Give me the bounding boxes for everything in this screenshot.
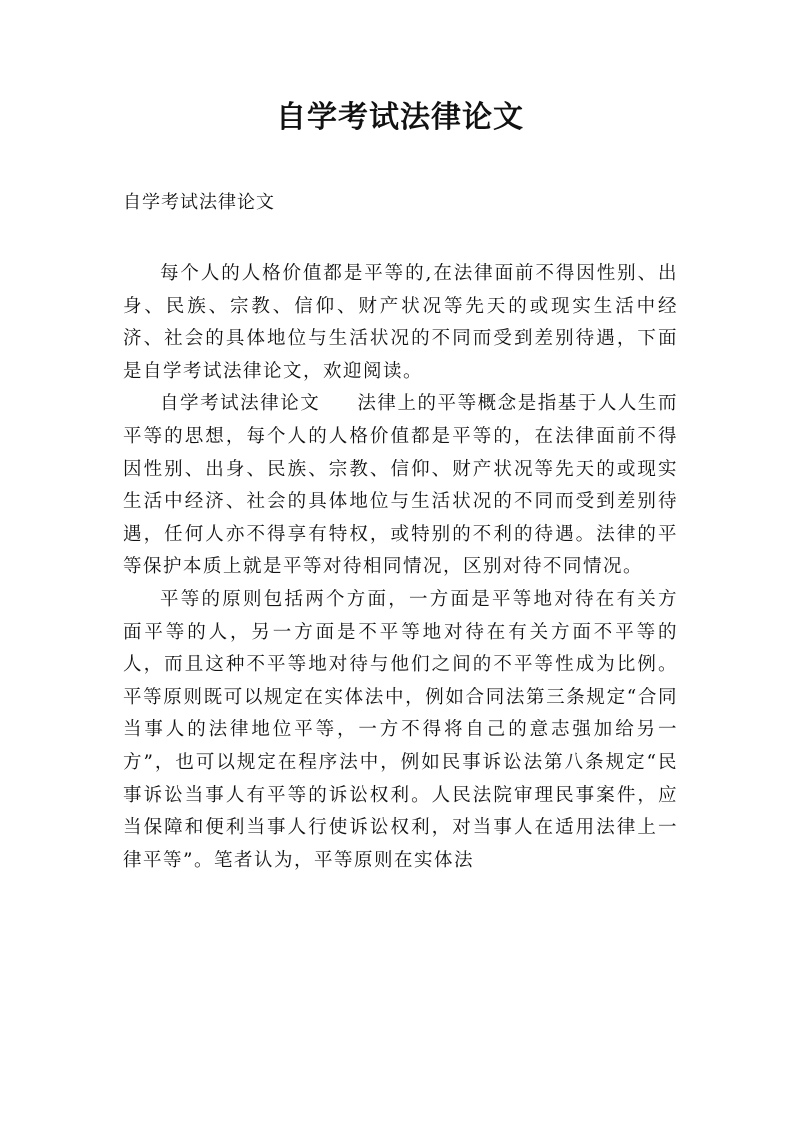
paragraph-equality-text: 法律上的平等概念是指基于人人生而平等的思想，每个人的人格价值都是平等的，在法律面前不得因性别、出身、民族、宗教、信仰、财产状况等先天的或现实生活中经济、社会的具体地位与生活状况的不同而受到差别待遇，任何人亦不得享有特权，或特别的不利的待遇。法律的平等保护本质上就是平等对待相同情况，区别对待不同情况。 [123, 393, 678, 578]
paragraph-intro: 每个人的人格价值都是平等的,在法律面前不得因性别、出身、民族、宗教、信仰、财产状况等先天的或现实生活中经济、社会的具体地位与生活状况的不同而受到差别待遇，下面是自学考试法律论文，欢迎阅读。 [123, 263, 678, 382]
document-subtitle: 自学考试法律论文 [123, 192, 275, 213]
document-body [123, 258, 678, 877]
paragraph-equality-principle: 平等的原则包括两个方面，一方面是平等地对待在有关方面平等的人，另一方面是不平等地对待在有关方面不平等的人，而且这种不平等地对待与他们之间的不平等性成为比例。平等原则既可以规定在实体法中，例如合同法第三条规定“合同当事人的法律地位平等，一方不得将自己的意志强加给另一方”，也可以规定在程序法中，例如民事诉讼法第八条规定“民事诉讼当事人有平等的诉讼权利。人民法院审理民事案件，应当保障和便利当事人行使诉讼权利，对当事人在适用法律上一律平等”。笔者认为，平等原则在实体法 [123, 588, 678, 871]
paragraph-lead: 自学考试法律论文 [160, 393, 321, 415]
paragraph-equality-concept [123, 388, 678, 584]
document-title: 自学考试法律论文 [276, 100, 524, 135]
